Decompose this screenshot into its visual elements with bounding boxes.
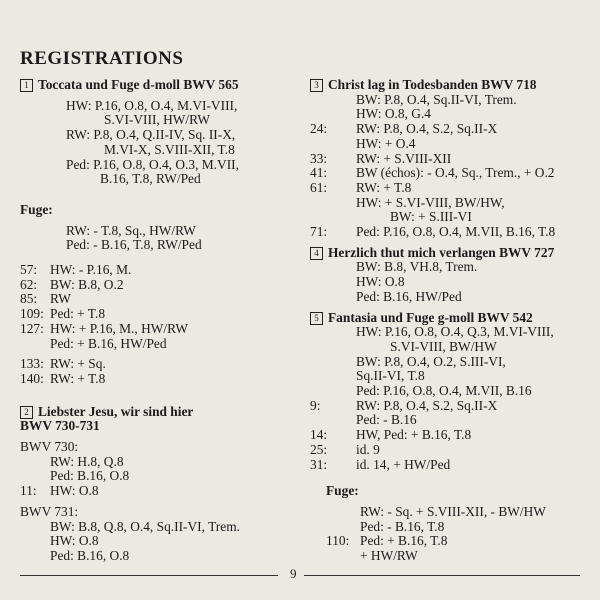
registration-line: HW: O.8 <box>50 533 99 549</box>
page-heading: REGISTRATIONS <box>20 48 184 69</box>
registration-line: 61: RW: + T.8 <box>310 179 412 195</box>
registration-line: Ped: P.16, O.8, O.4, O.3, M.VII, <box>66 156 239 172</box>
section-2-subtitle: BWV 730-731 <box>20 418 100 434</box>
registration-line: 25: id. 9 <box>310 441 380 457</box>
bwv731-label: BWV 731: <box>20 503 79 519</box>
right-column <box>310 78 585 564</box>
s1-toccata-block <box>20 99 295 187</box>
registration-line: BW: P.8, O.4, O.2, S.III-VI, <box>356 353 506 369</box>
registration-line: Ped: P.16, O.8, O.4, M.VII, B.16 <box>356 383 532 399</box>
registration-line: Ped: B.16, O.8 <box>50 468 130 484</box>
registration-line: 41: BW (échos): - O.4, Sq., Trem., + O.2 <box>310 165 555 181</box>
registration-line: RW: P.8, O.4, Q.II-IV, Sq. II-X, <box>66 127 236 143</box>
registration-line: HW: P.16, O.8, O.4, Q.3, M.VI-VIII, <box>356 324 554 340</box>
registration-line: HW: O.8, G.4 <box>356 106 432 122</box>
registration-line: Ped: B.16, HW/Ped <box>356 288 462 304</box>
page-number: 9 <box>290 566 297 581</box>
registration-line: HW: O.8 <box>356 274 405 290</box>
registration-line: B.16, T.8, RW/Ped <box>100 171 201 187</box>
footer-rule-left <box>20 575 278 576</box>
section-5-title-text: Fantasia und Fuge g-moll BWV 542 <box>328 309 533 325</box>
bwv730-label: BWV 730: <box>20 439 79 455</box>
registration-line: BW: P.8, O.4, Sq.II-VI, Trem. <box>356 91 517 107</box>
registration-line: 133: RW: + Sq. <box>20 356 106 372</box>
registration-line: 110: Ped: + B.16, T.8 <box>326 533 448 549</box>
registration-line: S.VI-VIII, HW/RW <box>104 112 210 128</box>
section-4-title <box>310 246 585 261</box>
registration-line: 71: Ped: P.16, O.8, O.4, M.VII, B.16, T.8 <box>310 224 556 240</box>
registration-line: HW: + O.4 <box>356 135 416 151</box>
registration-line: 9: RW: P.8, O.4, S.2, Sq.II-X <box>310 397 498 413</box>
registration-line: Sq.II-VI, T.8 <box>356 368 425 384</box>
registration-line: 11: HW: O.8 <box>20 483 99 499</box>
registration-line: Ped: B.16, O.8 <box>50 547 130 563</box>
section-2-title-text: Liebster Jesu, wir sind hier <box>38 403 194 419</box>
section-3-number: 3 <box>310 79 323 92</box>
registration-line: 57: HW: - P.16, M. <box>20 262 132 278</box>
registration-line: BW: B.8, VH.8, Trem. <box>356 259 478 275</box>
registration-line: BW: B.8, Q.8, O.4, Sq.II-VI, Trem. <box>50 518 240 534</box>
registration-line: + HW/RW <box>360 548 418 564</box>
section-1-title-text: Toccata und Fuge d-moll BWV 565 <box>38 77 239 92</box>
section-2-title <box>20 405 295 420</box>
registration-line: HW: P.16, O.8, O.4, M.VI-VIII, <box>66 97 238 113</box>
registration-line: 62: BW: B.8, O.2 <box>20 276 124 292</box>
section-1-number: 1 <box>20 79 33 92</box>
registration-line: RW: - Sq. + S.VIII-XII, - BW/HW <box>360 503 546 519</box>
section-2-number: 2 <box>20 406 33 419</box>
registration-line: 140: RW: + T.8 <box>20 370 106 386</box>
registration-line: 33: RW: + S.VIII-XII <box>310 150 452 166</box>
registration-line: 24: RW: P.8, O.4, S.2, Sq.II-X <box>310 121 498 137</box>
registration-line: S.VI-VIII, BW/HW <box>390 338 497 354</box>
section-1-title <box>20 78 295 93</box>
fuge-label: Fuge: <box>20 201 53 217</box>
registration-line: 109: Ped: + T.8 <box>20 306 106 322</box>
registration-line: HW: + S.VI-VIII, BW/HW, <box>356 194 505 210</box>
registration-line: Ped: - B.16, T.8 <box>360 518 445 534</box>
footer-rule-right <box>304 575 580 576</box>
fuge-label: Fuge: <box>326 483 359 499</box>
left-column <box>20 78 295 564</box>
registration-line: 85: RW <box>20 291 71 307</box>
registration-line: RW: H.8, Q.8 <box>50 453 124 469</box>
section-4-title-text: Herzlich thut mich verlangen BWV 727 <box>328 244 555 260</box>
registration-line: Ped: - B.16, T.8, RW/Ped <box>66 237 202 253</box>
registration-line: M.VI-X, S.VIII-XII, T.8 <box>104 141 235 157</box>
registration-line: 31: id. 14, + HW/Ped <box>310 456 451 472</box>
registration-line: Ped: + B.16, HW/Ped <box>50 335 167 351</box>
registration-line: 127: HW: + P.16, M., HW/RW <box>20 320 188 336</box>
registration-line: Ped: - B.16 <box>356 412 417 428</box>
section-3-title-text: Christ lag in Todesbanden BWV 718 <box>328 77 537 92</box>
section-4-number: 4 <box>310 247 323 260</box>
section-5-title <box>310 311 585 326</box>
section-3-title <box>310 78 585 93</box>
registration-line: RW: - T.8, Sq., HW/RW <box>66 222 196 238</box>
registration-line: BW: + S.III-VI <box>390 209 472 225</box>
registration-line: 14: HW, Ped: + B.16, T.8 <box>310 427 472 443</box>
section-5-number: 5 <box>310 312 323 325</box>
